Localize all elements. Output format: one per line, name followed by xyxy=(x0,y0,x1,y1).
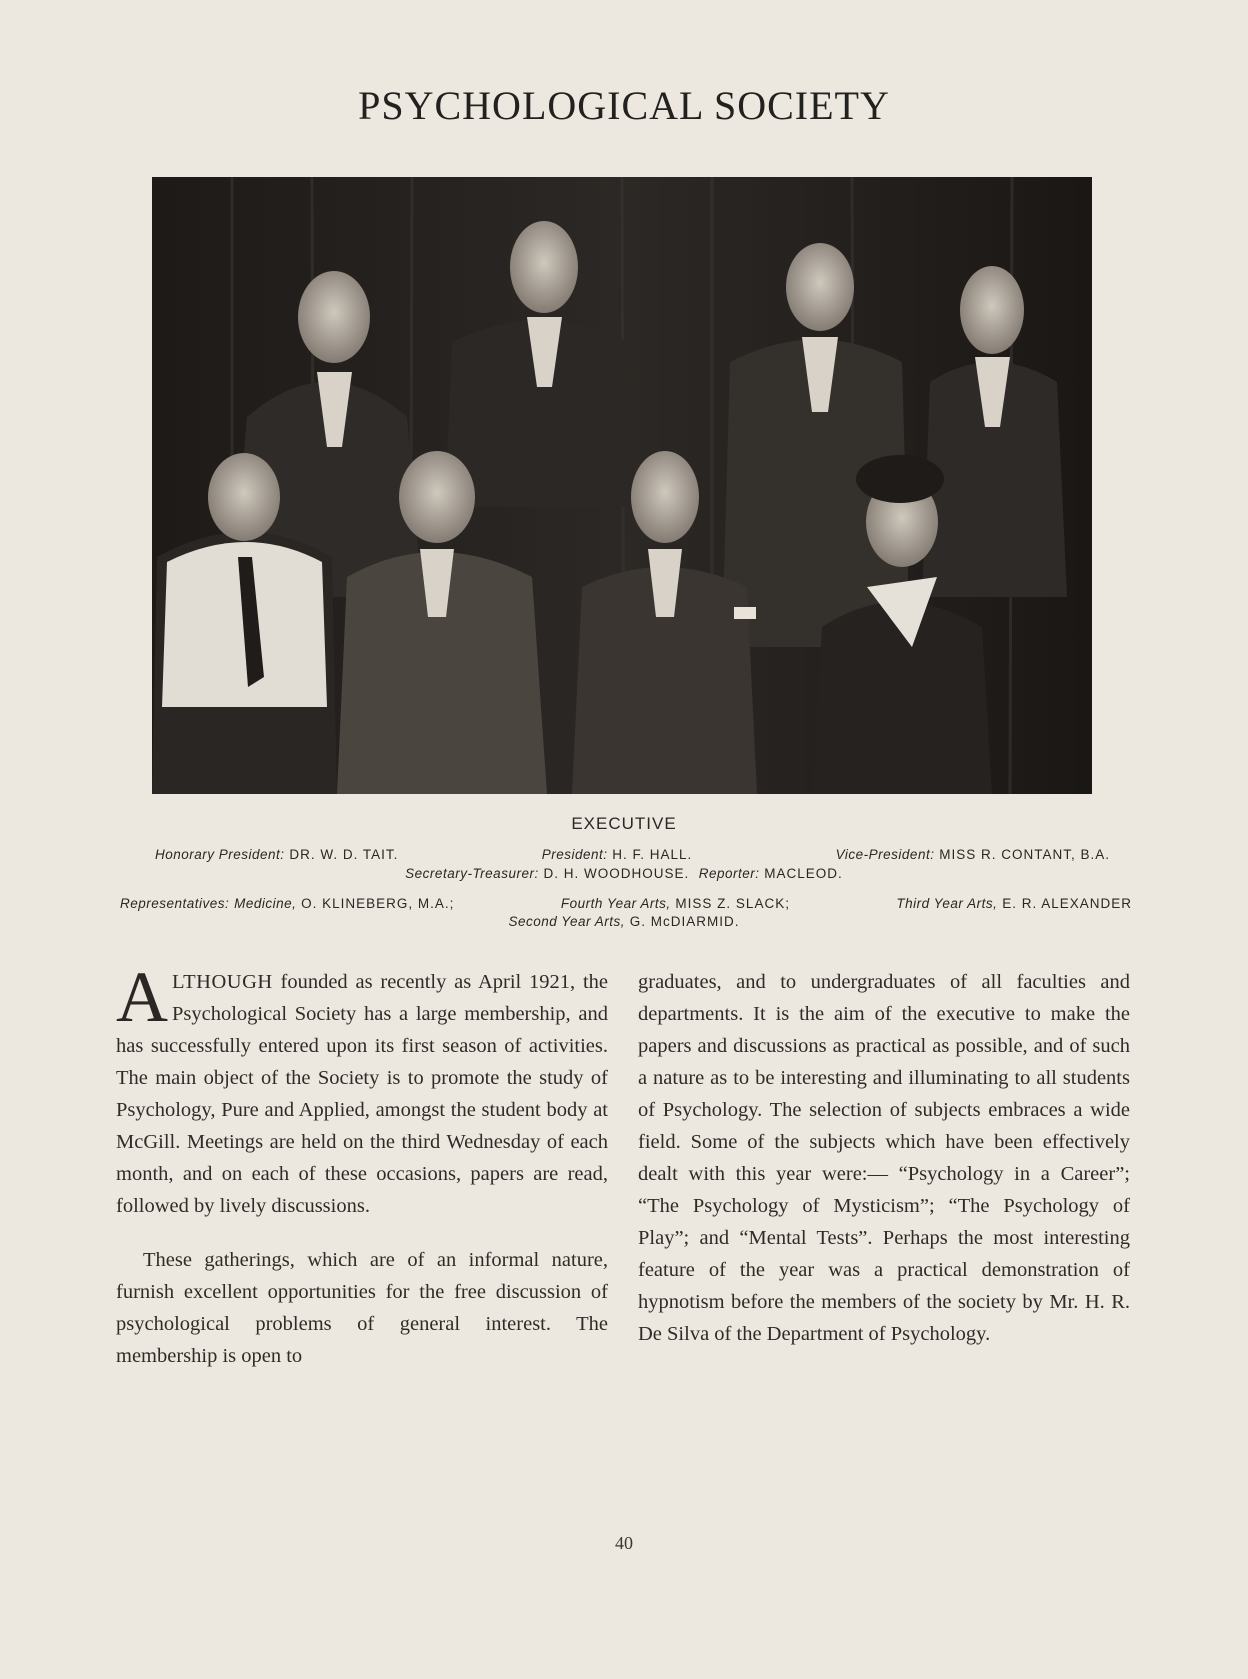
officers-line-4 xyxy=(0,914,1248,929)
vice-president-name: MISS R. CONTANT, B.A. xyxy=(939,847,1110,862)
president-name: H. F. HALL. xyxy=(612,847,693,862)
paragraph-1-text: founded as recently as April 1921, the Psychological Society has a large membership, and has successfully entered upon its first season of activities. The main object of the Society is to promote the study of Psychology, Pure and Applied, amongst the student body at McGill. Meetings are held on the third Wednesday of each month, and on each of these occasions, papers are read, followed by lively discussions. xyxy=(116,971,608,1217)
fourth-year-entry xyxy=(561,896,790,911)
vice-president-entry xyxy=(836,847,1110,862)
reporter-name: MACLEOD. xyxy=(764,866,843,881)
vice-president-label: Vice-President: xyxy=(835,847,935,862)
reporter-label: Reporter: xyxy=(698,866,760,881)
president-label: President: xyxy=(541,847,608,862)
officers-line-3 xyxy=(120,896,1132,911)
medicine-rep: O. KLINEBERG, M.A.; xyxy=(301,896,455,911)
page-title: PSYCHOLOGICAL SOCIETY xyxy=(358,83,890,128)
third-year-rep: E. R. ALEXANDER xyxy=(1002,896,1132,911)
representatives-label: Representatives: xyxy=(120,896,230,911)
photo-illustration xyxy=(152,177,1092,794)
page-number: 40 xyxy=(615,1533,633,1553)
paragraph-1-lead: LTHOUGH xyxy=(172,971,273,993)
fourth-year-rep: MISS Z. SLACK; xyxy=(675,896,790,911)
honorary-president-entry xyxy=(155,847,398,862)
paragraph-3: graduates, and to undergraduates of all faculties and departments. It is the aim of the executive to make the papers and discussions as practical as possible, and of such a nature as to be interesting and illuminating to all students of Psychology. The selection of subjects embraces a wide field. Some of the subjects which have been effectively dealt with this year were:— “Psychology in a Career”; “The Psychology of Mysticism”; “The Psychology of Play”; and “Mental Tests”. Perhaps the most interesting feature of the year was a practical demonstration of hypnotism before the members of the society by Mr. H. R. De Silva of the Department of Psychology. xyxy=(638,971,1130,1345)
drop-cap: A xyxy=(116,957,168,1037)
text-column-left xyxy=(116,957,608,1372)
president-entry xyxy=(542,847,693,862)
text-column-right xyxy=(638,966,1130,1350)
second-year-rep: G. McDIARMID. xyxy=(629,914,740,929)
officers-line-1 xyxy=(155,847,1110,862)
paragraph-1 xyxy=(116,957,608,1222)
third-year-entry xyxy=(896,896,1132,911)
secretary-label: Secretary-Treasurer: xyxy=(405,866,539,881)
executive-heading: EXECUTIVE xyxy=(571,814,677,833)
second-year-label: Second Year Arts, xyxy=(508,914,626,929)
medicine-label: Medicine, xyxy=(234,896,297,911)
secretary-name: D. H. WOODHOUSE. xyxy=(543,866,690,881)
honorary-president-label: Honorary President: xyxy=(155,847,285,862)
paragraph-2: These gatherings, which are of an informal nature, furnish excellent opportunities for the free discussion of psychological problems of general interest. The membership is open to xyxy=(116,1249,608,1367)
third-year-label: Third Year Arts, xyxy=(896,896,998,911)
group-photograph xyxy=(152,177,1092,794)
honorary-president-name: DR. W. D. TAIT. xyxy=(289,847,399,862)
fourth-year-label: Fourth Year Arts, xyxy=(560,896,671,911)
officers-line-2 xyxy=(0,866,1248,881)
representatives-entry xyxy=(120,896,454,911)
